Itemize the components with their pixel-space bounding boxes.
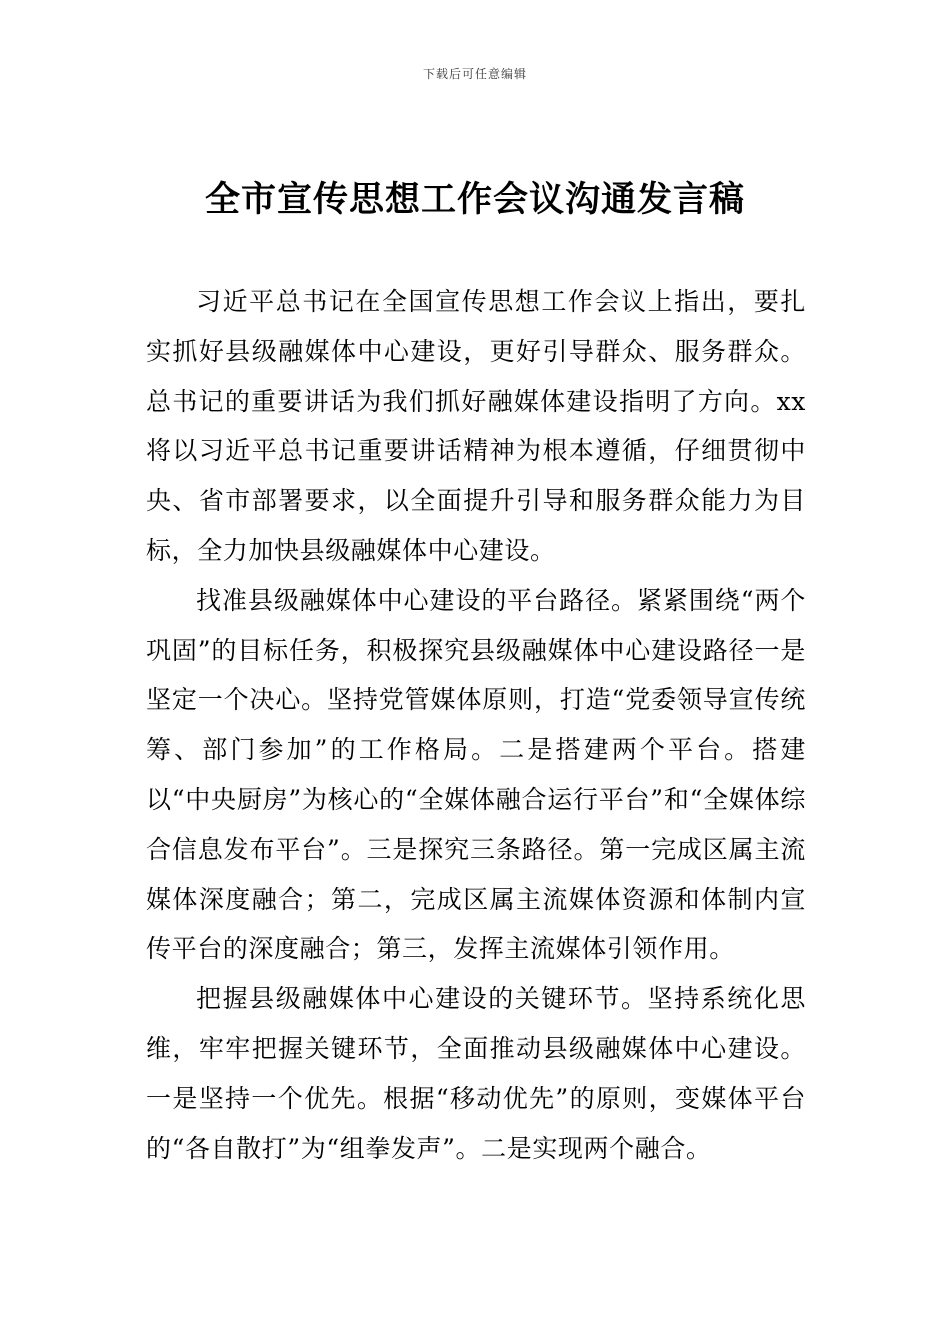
document-title: 全市宣传思想工作会议沟通发言稿 (204, 180, 745, 220)
paragraph-3: 把握县级融媒体中心建设的关键环节。坚持系统化思维，牢牢把握关键环节，全面推动县级融媒体中心建设。一是坚持一个优先。根据“移动优先”的原则，变媒体平台的“各自散打”为“组拳发声”。二是实现两个融合。 (146, 984, 806, 1163)
header-note: 下载后可任意编辑 (422, 67, 527, 81)
document-body (146, 277, 806, 1173)
paragraph-1: 习近平总书记在全国宣传思想工作会议上指出，要扎实抓好县级融媒体中心建设，更好引导群众、服务群众。总书记的重要讲话为我们抓好融媒体建设指明了方向。xx将以习近平总书记重要讲话精神为根本遵循，仔细贯彻中央、省市部署要求，以全面提升引导和服务群众能力为目标，全力加快县级融媒体中心建设。 (146, 287, 806, 565)
paragraph-2: 找准县级融媒体中心建设的平台路径。紧紧围绕“两个巩固”的目标任务，积极探究县级融媒体中心建设路径一是坚定一个决心。坚持党管媒体原则，打造“党委领导宣传统筹、部门参加”的工作格局。二是搭建两个平台。搭建以“中央厨房”为核心的“全媒体融合运行平台”和“全媒体综合信息发布平台”。三是探究三条路径。第一完成区属主流媒体深度融合；第二，完成区属主流媒体资源和体制内宣传平台的深度融合；第三，发挥主流媒体引领作用。 (146, 585, 806, 964)
